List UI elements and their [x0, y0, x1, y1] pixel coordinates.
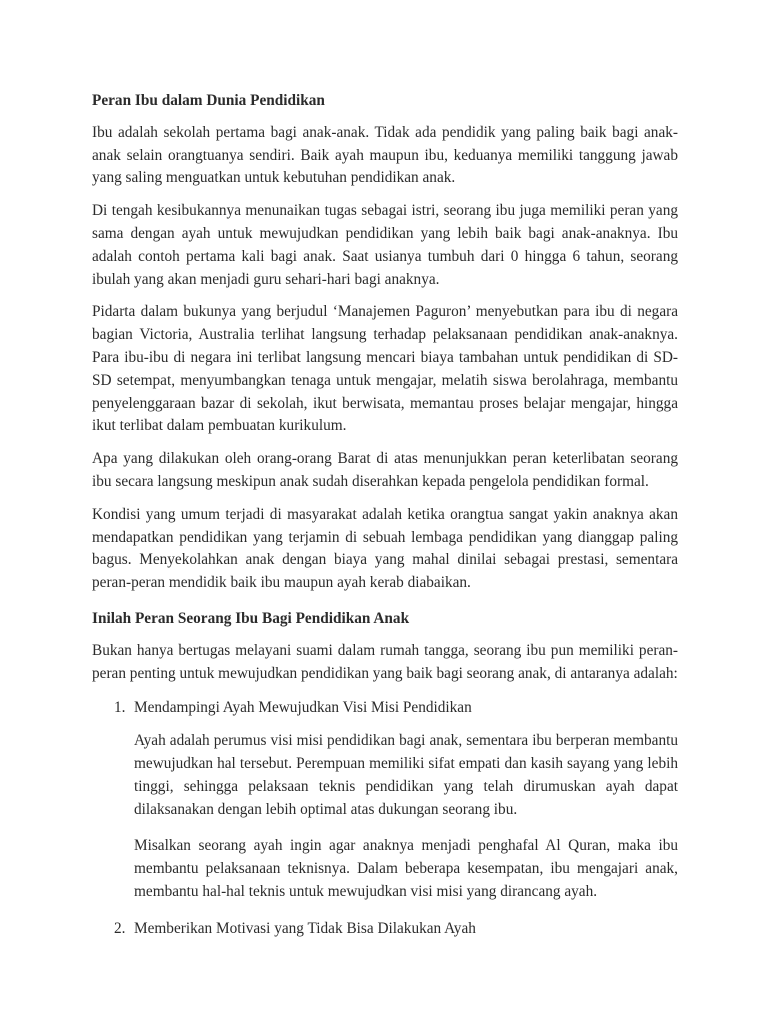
- paragraph-3: Pidarta dalam bukunya yang berjudul ‘Manajemen Paguron’ menyebutkan para ibu di negara bagian Victoria, Australia terlihat langsung terhadap pelaksanaan pendidikan anak-anaknya. Para ibu-ibu di negara ini terlibat langsung mencari biaya tambahan untuk pendidikan di SD-SD setempat, menyumbangkan tenaga untuk mengajar, melatih siswa berolahraga, membantu penyelenggaraan bazar di sekolah, ikut berwisata, memantau proses belajar mengajar, hingga ikut terlibat dalam pembuatan kurikulum.: [92, 303, 678, 435]
- list-item-1: [92, 697, 678, 720]
- list-number: 2.: [114, 919, 126, 937]
- paragraph-4: Apa yang dilakukan oleh orang-orang Barat di atas menunjukkan peran keterlibatan seorang ibu secara langsung meskipun anak sudah diserahkan kepada pengelola pendidikan formal.: [92, 450, 678, 490]
- list-number: 1.: [114, 699, 126, 717]
- paragraph-5: Kondisi yang umum terjadi di masyarakat adalah ketika orangtua sangat yakin anaknya akan mendapatkan pendidikan yang terjamin di sebuah lembaga pendidikan yang dianggap paling bagus. Menyekolahkan anak dengan biaya yang mahal dinilai sebagai prestasi, sementara peran-peran mendidik baik ibu maupun ayah kerab diabaikan.: [92, 505, 678, 592]
- section-intro: Bukan hanya bertugas melayani suami dalam rumah tangga, seorang ibu pun memiliki peran-peran penting untuk mewujudkan pendidikan yang baik bagi seorang anak, di antaranya adalah:: [92, 641, 678, 682]
- list-item-title: Memberikan Motivasi yang Tidak Bisa Dilakukan Ayah: [134, 919, 476, 937]
- document-title: Peran Ibu dalam Dunia Pendidikan: [92, 92, 325, 109]
- paragraph-2: Di tengah kesibukannya menunaikan tugas sebagai istri, seorang ibu juga memiliki peran yang sama dengan ayah untuk mewujudkan pendidikan yang lebih baik bagi anak-anaknya. Ibu adalah contoh pertama kali bagi anak. Saat usianya tumbuh dari 0 hingga 6 tahun, seorang ibulah yang akan menjadi guru sehari-hari bagi anaknya.: [92, 202, 678, 288]
- paragraph-1: Ibu adalah sekolah pertama bagi anak-anak. Tidak ada pendidik yang paling baik bagi anak-anak selain orangtuanya sendiri. Baik ayah maupun ibu, keduanya memiliki tanggung jawab yang saling menguatkan untuk kebutuhan pendidikan anak.: [92, 123, 678, 187]
- document-page: [92, 90, 678, 951]
- list-item-1-paragraph-2: Misalkan seorang ayah ingin agar anaknya menjadi penghafal Al Quran, maka ibu membantu pelaksanaan teknisnya. Dalam beberapa kesempatan, ibu mengajari anak, membantu hal-hal teknis untuk mewujudkan visi misi yang dirancang ayah.: [134, 837, 678, 900]
- list-item-1-body: [92, 730, 678, 904]
- list-item-1-paragraph-1: Ayah adalah perumus visi misi pendidikan bagi anak, sementara ibu berperan membantu mewujudkan hal tersebut. Perempuan memiliki sifat empati dan kasih sayang yang lebih tinggi, sehingga pelaksaan teknis pendidikan yang telah dirumuskan ayah dapat dilaksanakan dengan lebih optimal atas dukungan seorang ibu.: [134, 732, 678, 818]
- section-subheading: Inilah Peran Seorang Ibu Bagi Pendidikan Anak: [92, 609, 410, 627]
- list-item-title: Mendampingi Ayah Mewujudkan Visi Misi Pendidikan: [134, 699, 472, 717]
- list-item-2: [92, 918, 678, 941]
